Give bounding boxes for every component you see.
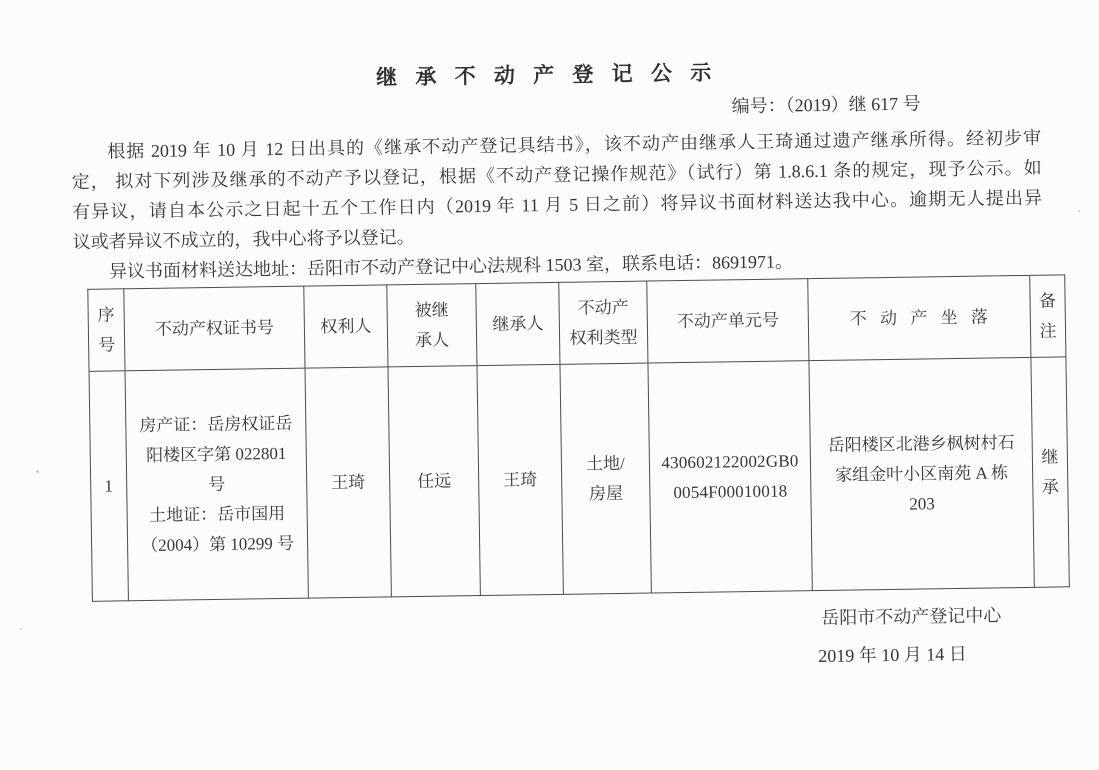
col-header-right-holder: 权利人 <box>304 285 388 368</box>
cell-heir: 王琦 <box>477 364 563 595</box>
cell-certificate-no: 房产证：岳房权证岳 阳楼区字第 022801 号 土地证：岳市国用 （2004）第 10299 号 <box>125 368 308 601</box>
body-line-address: 异议书面材料送达地址：岳阳市不动产登记中心法规科 1503 室，联系电话：8691971。 <box>108 251 794 282</box>
col-header-seq: 序 号 <box>88 289 125 372</box>
col-header-unit-no: 不动产单元号 <box>647 279 809 363</box>
col-header-decedent: 被继 承人 <box>387 284 477 367</box>
col-header-right-type: 不动产 权利类型 <box>559 281 648 364</box>
cell-location: 岳阳楼区北港乡枫树村石 家组金叶小区南苑 A 栋 203 <box>809 357 1034 590</box>
cell-seq: 1 <box>89 371 128 602</box>
scan-speck <box>36 470 39 473</box>
doc-title: 继 承 不 动 产 登 记 公 示 <box>376 60 714 90</box>
col-header-location: 不 动 产 坐 落 <box>808 275 1031 360</box>
cell-right-type: 土地/ 房屋 <box>560 363 651 594</box>
col-header-certificate-no: 不动产权证书号 <box>124 286 305 371</box>
cell-decedent: 任远 <box>388 366 480 597</box>
col-header-remark: 备 注 <box>1030 275 1066 358</box>
cell-remark: 继 承 <box>1031 357 1069 587</box>
table-row <box>89 357 1069 601</box>
body-line: 有异议，请自本公示之日起十五个工作日内（2019 年 11 月 5 日之前）将异议书面材料送达我中心。逾期无人提出异 <box>72 187 1043 223</box>
scan-speck <box>1078 210 1080 212</box>
notice-table <box>87 274 1070 601</box>
body-line: 根据 2019 年 10 月 12 日出具的《继承不动产登记具结书》，该不动产由继承人王琦通过遗产继承所得。经初步审 <box>107 127 1042 162</box>
body-line: 定， 拟对下列涉及继承的不动产予以登记，根据《不动产登记操作规范》（试行）第 1.8.6.1 条的规定，现予公示。如 <box>71 157 1042 193</box>
cell-unit-no: 430602122002GB0 0054F00010018 <box>648 361 812 593</box>
issue-date: 2019 年 10 月 14 日 <box>818 643 967 667</box>
col-header-heir: 继承人 <box>476 282 560 365</box>
issuing-organization: 岳阳市不动产登记中心 <box>821 605 1002 628</box>
scan-speck <box>20 628 22 630</box>
cell-right-holder: 王琦 <box>305 367 391 598</box>
body-line: 议或者异议不成立的，我中心将予以登记。 <box>72 226 415 253</box>
notice-body <box>71 123 1043 287</box>
table-header-row <box>88 275 1066 371</box>
doc-number: 编号：（2019）继 617 号 <box>731 93 921 117</box>
